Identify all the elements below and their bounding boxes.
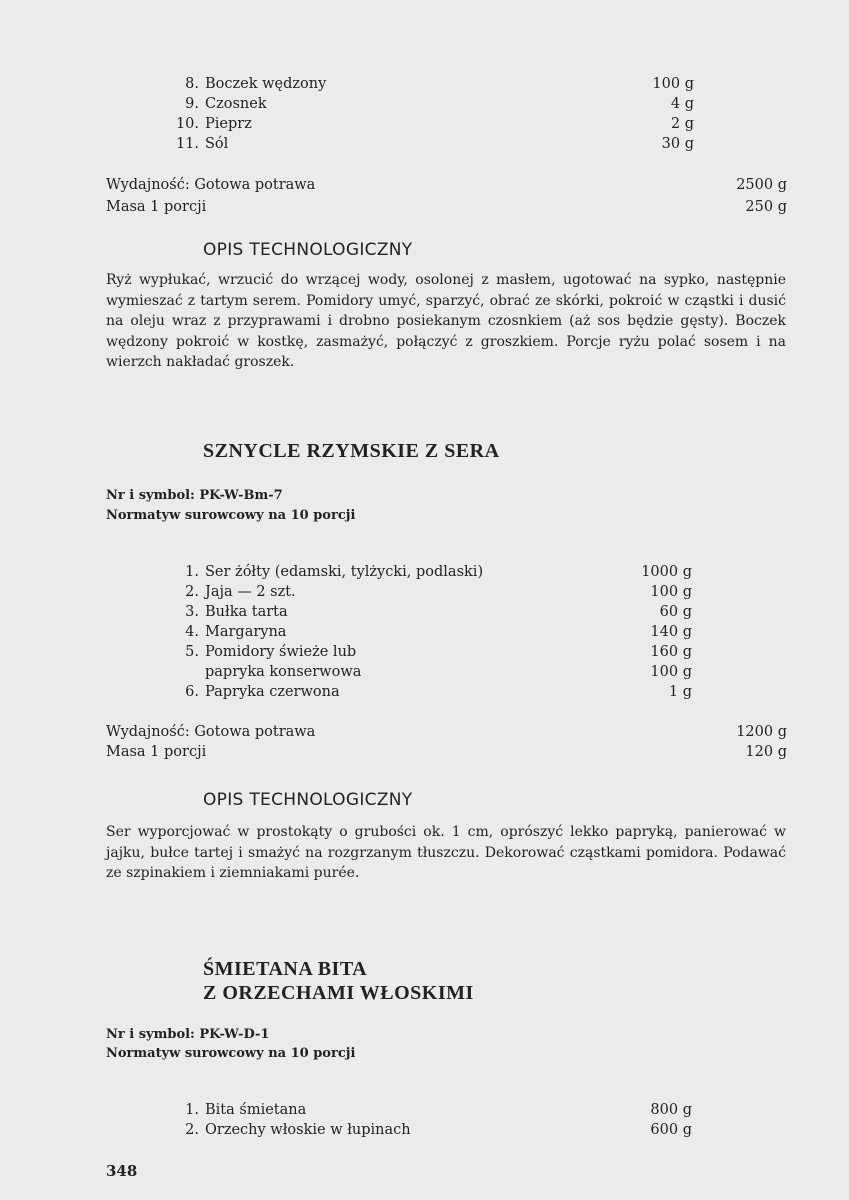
ingredient-row <box>175 582 296 602</box>
recipe-title-line2: Z ORZECHAMI WŁOSKIMI <box>203 982 474 1004</box>
ingredient-number: 4. <box>185 624 199 640</box>
ingredient-number: 5. <box>185 644 199 660</box>
ingredient-row <box>175 114 252 134</box>
ingredient-amount: 100 g <box>650 664 692 680</box>
ingredient-row <box>175 642 356 662</box>
ingredient-name: Ser żółty (edamski, tylżycki, podlaski) <box>205 564 484 580</box>
ingredient-row <box>175 662 361 682</box>
ingredient-name: Margaryna <box>205 624 287 640</box>
ingredient-number: 3. <box>185 604 199 620</box>
ingredient-amount: 1000 g <box>641 564 692 580</box>
ingredient-number: 2. <box>185 1122 199 1138</box>
ingredient-amount: 2 g <box>670 116 694 132</box>
description-text: Ryż wypłukać, wrzucić do wrzącej wody, osolonej z masłem, ugotować na sypko, następnie wymieszać z tartym serem. Pomidory umyć, sparzyć, obrać ze skórki, pokroić w cząstki i dusić na oleju wraz z przyprawami i drobno posiekanym czosnkiem (aż sos będzie gęsty). Boczek wędzony pokroić w kostkę, zasmażyć, połączyć z groszkiem. Porcje ryżu polać sosem i na wierzch nakładać groszek. <box>106 272 786 370</box>
ingredient-number: 8. <box>185 76 199 92</box>
ingredient-name: Papryka czerwona <box>205 684 340 700</box>
portion-value: 120 g <box>745 744 787 760</box>
ingredient-amount: 100 g <box>652 76 694 92</box>
ingredient-name: papryka konserwowa <box>205 664 362 680</box>
recipe-normatyw: Normatyw surowcowy na 10 porcji <box>106 508 356 523</box>
section-heading: OPIS TECHNOLOGICZNY <box>203 240 413 260</box>
ingredient-amount: 1 g <box>668 684 692 700</box>
ingredient-name: Czosnek <box>205 96 267 112</box>
ingredient-name: Boczek wędzony <box>205 76 327 92</box>
ingredient-amount: 800 g <box>650 1102 692 1118</box>
ingredient-name: Bułka tarta <box>205 604 288 620</box>
ingredient-row <box>175 134 228 154</box>
yield-value: 1200 g <box>736 724 787 740</box>
portion-label: Masa 1 porcji <box>106 744 207 760</box>
ingredient-number: 11. <box>175 136 199 152</box>
portion-label: Masa 1 porcji <box>106 199 207 215</box>
ingredient-amount: 140 g <box>650 624 692 640</box>
description-text: Ser wyporcjować w prostokąty o grubości ok. 1 cm, oprószyć lekko papryką, panierować w jajku, bułce tartej i smażyć na rozgrzanym tłuszczu. Dekorować cząstkami pomidora. Podawać ze szpinakiem i ziemniakami purée. <box>106 824 786 881</box>
ingredient-name: Pieprz <box>205 116 252 132</box>
ingredient-number: 2. <box>185 584 199 600</box>
ingredient-row <box>175 1120 411 1140</box>
ingredient-row <box>175 1100 306 1120</box>
ingredient-number: 1. <box>185 564 199 580</box>
ingredient-name: Sól <box>205 136 229 152</box>
ingredient-number: 6. <box>185 684 199 700</box>
recipe-title-line1: ŚMIETANA BITA <box>203 958 368 980</box>
ingredient-amount: 600 g <box>650 1122 692 1138</box>
ingredient-name: Pomidory świeże lub <box>205 644 357 660</box>
ingredient-row <box>175 622 286 642</box>
ingredient-row <box>175 602 288 622</box>
ingredient-amount: 100 g <box>650 584 692 600</box>
ingredient-row <box>175 74 326 94</box>
ingredient-name: Bita śmietana <box>205 1102 307 1118</box>
yield-value: 2500 g <box>736 177 787 193</box>
ingredient-name: Jaja — 2 szt. <box>205 584 296 600</box>
recipe-symbol: Nr i symbol: PK-W-D-1 <box>106 1027 270 1042</box>
ingredient-amount: 30 g <box>661 136 694 152</box>
ingredient-number: 10. <box>175 116 199 132</box>
ingredient-amount: 60 g <box>659 604 692 620</box>
ingredient-row <box>175 562 483 582</box>
ingredient-amount: 160 g <box>650 644 692 660</box>
ingredient-row <box>175 94 267 114</box>
page-number: 348 <box>106 1162 138 1180</box>
yield-label: Wydajność: Gotowa potrawa <box>106 724 316 740</box>
section-heading: OPIS TECHNOLOGICZNY <box>203 790 413 810</box>
yield-label: Wydajność: Gotowa potrawa <box>106 177 316 193</box>
ingredient-number: 1. <box>185 1102 199 1118</box>
recipe-normatyw: Normatyw surowcowy na 10 porcji <box>106 1046 356 1061</box>
recipe-title: SZNYCLE RZYMSKIE Z SERA <box>203 440 500 462</box>
ingredient-number: 9. <box>185 96 199 112</box>
ingredient-name: Orzechy włoskie w łupinach <box>205 1122 411 1138</box>
ingredient-row <box>175 682 340 702</box>
ingredient-amount: 4 g <box>670 96 694 112</box>
portion-value: 250 g <box>745 199 787 215</box>
recipe-symbol: Nr i symbol: PK-W-Bm-7 <box>106 488 283 503</box>
